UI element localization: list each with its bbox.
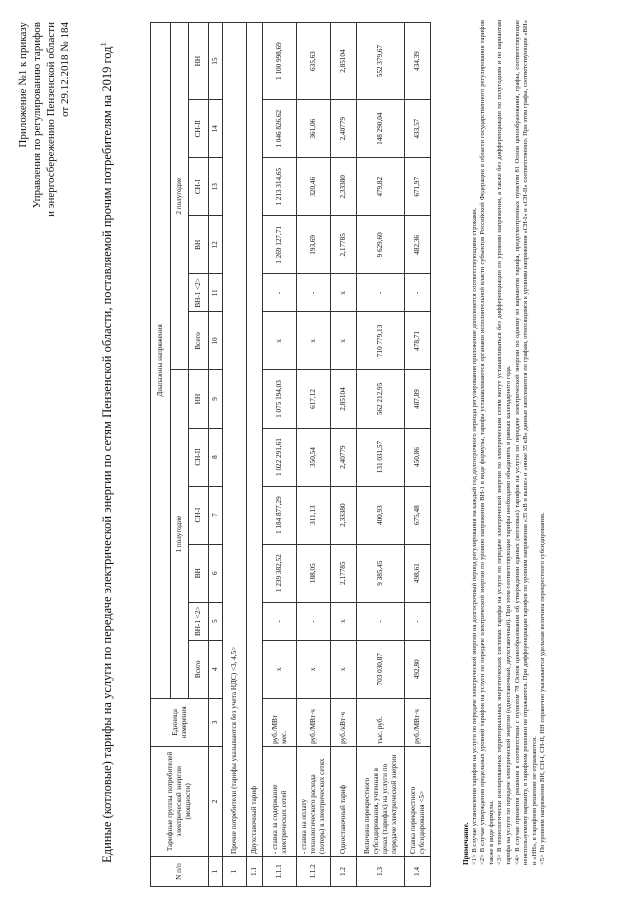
tariff-value: - bbox=[297, 602, 331, 640]
column-number: 14 bbox=[209, 100, 223, 158]
header-line: и энергосбережению Пензенской области bbox=[45, 22, 57, 217]
title-footnote-mark: 1 bbox=[98, 42, 108, 47]
column-number: 1 bbox=[209, 856, 223, 886]
tariff-value: - bbox=[297, 274, 331, 312]
header-line: от 29.12.2018 № 184 bbox=[59, 22, 71, 117]
header-voltage-col: ВН-1 <2> bbox=[189, 274, 209, 312]
table-row bbox=[357, 23, 405, 887]
header-unit: Единица измерения bbox=[151, 698, 209, 746]
tariff-value: 2,40779 bbox=[331, 428, 357, 486]
header-voltage-col: ВН-1 <2> bbox=[189, 602, 209, 640]
row-group-name: Величина перекрестного субсидирования, учтенная в ценах (тарифах) на услуги по передаче электрической энергии bbox=[357, 746, 405, 856]
header-voltage-col: СН-II bbox=[189, 428, 209, 486]
tariff-value: 710 779,13 bbox=[357, 312, 405, 370]
header-column-numbers bbox=[209, 23, 223, 887]
tariff-value: 188,05 bbox=[297, 544, 331, 602]
column-number: 12 bbox=[209, 216, 223, 274]
column-number: 6 bbox=[209, 544, 223, 602]
header-voltage-col: СН-II bbox=[189, 100, 209, 158]
note-item: <3> В технологически изолированных территориальных энергетических системах тарифы на услуги по передаче электрической энергии по электрическим сетям могут устанавливаться без дифференциации по уровням напряжения, а также без дифференциации по полугодиям и по вариантам тарифа на услуги по передаче электрической энергии (одноставочный, двухставочный). При этом соответствующие тарифы необходимо объединить в рамках календарного года. bbox=[496, 20, 512, 865]
header-half-2: 2 полугодие bbox=[171, 23, 189, 370]
row-number: 1.2 bbox=[331, 856, 357, 886]
tariff-value: 675,48 bbox=[405, 486, 431, 544]
column-number: 3 bbox=[209, 698, 223, 746]
tariff-value: 400,93 bbox=[357, 486, 405, 544]
header-num: N п/п bbox=[151, 856, 209, 886]
document-title bbox=[95, 40, 115, 865]
row-group-name: Прочие потребители (тарифы указываются без учета НДС) <3, 4,5> bbox=[223, 23, 247, 857]
header-voltage-col: Всего bbox=[189, 640, 209, 698]
header-voltage-col: НН bbox=[189, 23, 209, 100]
column-number: 11 bbox=[209, 274, 223, 312]
row-group-name: - ставка на оплату технологического расхода (потерь) в электрических сетях bbox=[297, 746, 331, 856]
row-unit: руб./МВт мес. bbox=[263, 698, 297, 746]
tariff-value: 498,61 bbox=[405, 544, 431, 602]
notes-heading: Примечание. bbox=[462, 822, 470, 865]
tariff-value: х bbox=[297, 312, 331, 370]
tariff-value: 671,97 bbox=[405, 158, 431, 216]
row-number: 1.3 bbox=[357, 856, 405, 886]
tariff-value: 320,46 bbox=[297, 158, 331, 216]
tariff-value: 1 022 291,61 bbox=[263, 428, 297, 486]
row-group-name: - ставка за содержание электрических сетей bbox=[263, 746, 297, 856]
tariff-value: 193,69 bbox=[297, 216, 331, 274]
tariff-value: 487,89 bbox=[405, 370, 431, 428]
tariff-value: - bbox=[405, 274, 431, 312]
header-voltage-col: Всего bbox=[189, 312, 209, 370]
tariff-value: - bbox=[263, 602, 297, 640]
header-group: Тарифные группы потребителей электрической энергии (мощности) bbox=[151, 746, 209, 856]
tariff-value: 9 385,45 bbox=[357, 544, 405, 602]
row-number: 1.1 bbox=[247, 856, 263, 886]
tariff-value: 482,36 bbox=[405, 216, 431, 274]
row-number: 1.4 bbox=[405, 856, 431, 886]
row-unit: тыс. руб. bbox=[357, 698, 405, 746]
tariff-value: х bbox=[263, 640, 297, 698]
tariff-value: 2,33380 bbox=[331, 486, 357, 544]
tariff-value: 1 239 382,52 bbox=[263, 544, 297, 602]
row-unit: руб./МВт·ч bbox=[405, 698, 431, 746]
header-voltage-col: СН-I bbox=[189, 158, 209, 216]
notes-list bbox=[471, 20, 548, 865]
tariff-value: 148 290,04 bbox=[357, 100, 405, 158]
row-number: 1.1.1 bbox=[263, 856, 297, 886]
note-item: <2> В случае утверждения предельных уровней тарифов на услуги по передаче электрической энергии по уровню напряжения ВН-1 в виде формулы, тарифы устанавливаются органами исполнительной власти субъектов Российской Федерации в области государственного регулирования тарифов также в виде формулы. bbox=[479, 20, 495, 865]
tariff-value: 2,17785 bbox=[331, 544, 357, 602]
tariff-value: х bbox=[331, 274, 357, 312]
column-number: 4 bbox=[209, 640, 223, 698]
tariff-value: 2,85104 bbox=[331, 370, 357, 428]
header-line: Управления по регулированию тарифов bbox=[31, 22, 43, 209]
tariff-value: 9 629,60 bbox=[357, 216, 405, 274]
table-row bbox=[405, 23, 431, 887]
header-voltage-col: СН-I bbox=[189, 486, 209, 544]
tariff-value: 433,57 bbox=[405, 100, 431, 158]
tariff-value: 2,40779 bbox=[331, 100, 357, 158]
note-item: <1> В случае установления тарифов на услуги по передаче электрической энергии на долгосрочный период регулирования на каждый год долгосрочного периода регулирования приложение дополняется соответствующими строками. bbox=[470, 207, 478, 865]
tariff-value: х bbox=[331, 640, 357, 698]
note-item: <5> По уровням напряжения ВН, СН-I, СН-II, НН справочно указывается удельная величина перекрестного субсидирования. bbox=[539, 512, 547, 865]
column-number: 13 bbox=[209, 158, 223, 216]
tariff-value: 311,13 bbox=[297, 486, 331, 544]
tariff-table bbox=[150, 22, 431, 887]
header-voltage-col: ВН bbox=[189, 216, 209, 274]
tariff-value: 350,54 bbox=[297, 428, 331, 486]
tariff-value: - bbox=[357, 602, 405, 640]
tariff-value: 1 100 998,69 bbox=[263, 23, 297, 100]
column-number: 15 bbox=[209, 23, 223, 100]
tariff-value: х bbox=[331, 312, 357, 370]
order-header bbox=[16, 22, 72, 382]
table-row bbox=[263, 23, 297, 887]
tariff-value: - bbox=[263, 274, 297, 312]
column-number: 7 bbox=[209, 486, 223, 544]
column-number: 9 bbox=[209, 370, 223, 428]
row-number: 1 bbox=[223, 856, 247, 886]
tariff-value: 1 213 314,65 bbox=[263, 158, 297, 216]
row-group-name: Одноставочный тариф bbox=[331, 746, 357, 856]
tariff-value: 617,12 bbox=[297, 370, 331, 428]
table-row bbox=[331, 23, 357, 887]
row-unit: руб./кВт·ч bbox=[331, 698, 357, 746]
tariff-value: 635,63 bbox=[297, 23, 331, 100]
tariff-value: 492,80 bbox=[405, 640, 431, 698]
tariff-value: - bbox=[357, 274, 405, 312]
column-number: 10 bbox=[209, 312, 223, 370]
column-number: 2 bbox=[209, 746, 223, 856]
column-number: 8 bbox=[209, 428, 223, 486]
tariff-value: 434,39 bbox=[405, 23, 431, 100]
header-half-1: 1 полугодие bbox=[171, 370, 189, 698]
tariff-value: 552 379,67 bbox=[357, 23, 405, 100]
tariff-value: 361,06 bbox=[297, 100, 331, 158]
notes-section bbox=[462, 20, 548, 865]
table-row bbox=[223, 23, 247, 887]
column-number: 5 bbox=[209, 602, 223, 640]
title-text: Единые (котловые) тарифы на услуги по передаче электрической энергии по сетям Пензенской области, поставляемой прочим потребителям на 2019 год bbox=[100, 46, 115, 863]
tariff-value: 1 046 826,62 bbox=[263, 100, 297, 158]
tariff-value: 2,17785 bbox=[331, 216, 357, 274]
header-voltage-col: НН bbox=[189, 370, 209, 428]
tariff-value: 2,33380 bbox=[331, 158, 357, 216]
tariff-value: 1 075 194,03 bbox=[263, 370, 297, 428]
table-body bbox=[223, 23, 431, 887]
header-voltage-ranges: Диапазоны напряжения bbox=[151, 23, 171, 699]
tariff-value: 1 184 877,29 bbox=[263, 486, 297, 544]
header-line: Приложение №1 к приказу bbox=[17, 22, 29, 148]
row-number: 1.1.2 bbox=[297, 856, 331, 886]
tariff-value: 2,85104 bbox=[331, 23, 357, 100]
tariff-value: х bbox=[331, 602, 357, 640]
tariff-value: 478,71 bbox=[405, 312, 431, 370]
tariff-value: х bbox=[297, 640, 331, 698]
tariff-value: 1 269 127,71 bbox=[263, 216, 297, 274]
tariff-value: 479,82 bbox=[357, 158, 405, 216]
tariff-value: х bbox=[263, 312, 297, 370]
tariff-value: 703 030,87 bbox=[357, 640, 405, 698]
header-voltage-col: ВН bbox=[189, 544, 209, 602]
table-row bbox=[247, 23, 263, 887]
tariff-value: 131 031,57 bbox=[357, 428, 405, 486]
tariff-value: 562 212,95 bbox=[357, 370, 405, 428]
row-group-name: Двухставочный тариф bbox=[247, 23, 263, 857]
row-group-name: Ставка перекрестного субсидирования <5> bbox=[405, 746, 431, 856]
row-unit: руб./МВт·ч bbox=[297, 698, 331, 746]
tariff-value: - bbox=[405, 602, 431, 640]
table-row bbox=[297, 23, 331, 887]
note-item: <4> В случае принятия решения в соответствии с пунктом 78 Основ ценообразования об утверждении единых (котловых) тарифов на услуги по передаче электрической энергии по одному из вариантов тарифа, предусмотренных пунктом 81 Основ ценообразования, графы, соответствующие неиспользуемому варианту, в тарифном решении не отражаются. При дифференциации тарифов по уровням напряжения «35 кВ и выше» и «ниже 35 кВ» данные заполняются по графам, относящимся к уровням напряжения «СН-I» и «СН-II» соответственно. При этом графы, соответствующие «ВН» и «НН», в тарифном решении не отражаются. bbox=[513, 20, 538, 865]
tariff-value: 450,86 bbox=[405, 428, 431, 486]
